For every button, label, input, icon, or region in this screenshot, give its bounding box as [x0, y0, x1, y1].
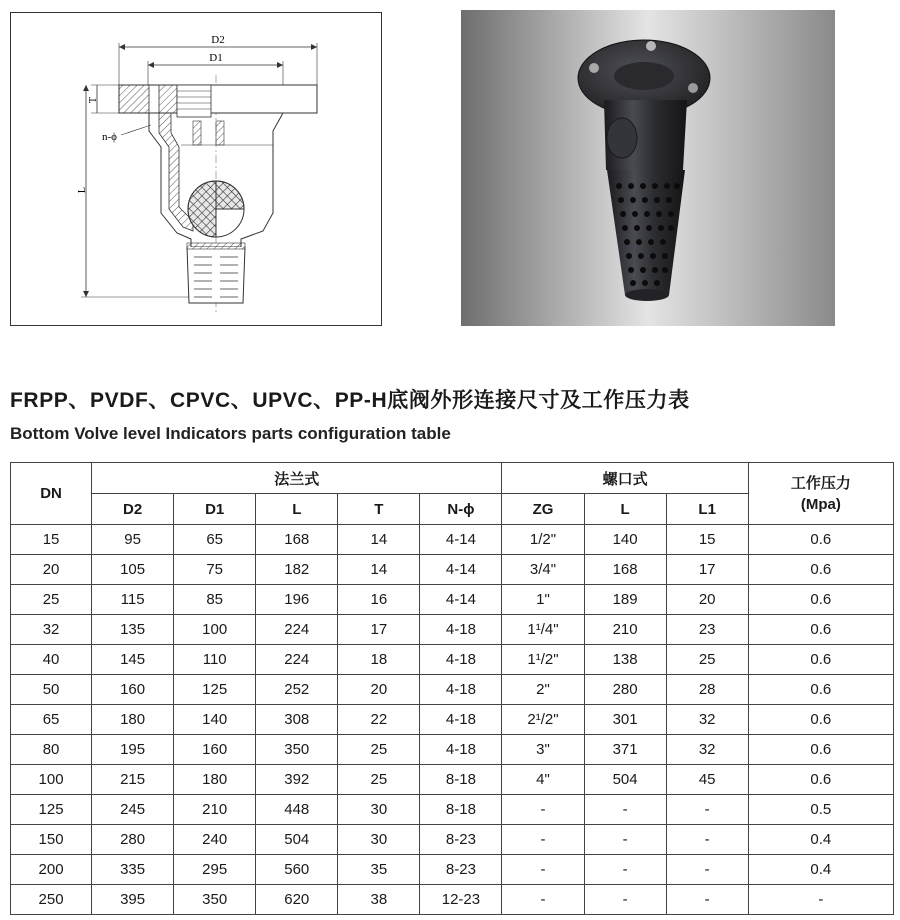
- cell-dn: 80: [11, 735, 92, 765]
- cell-pressure: -: [748, 885, 893, 915]
- cell-d2: 245: [92, 795, 174, 825]
- cell-zg: -: [502, 855, 584, 885]
- cell-d2: 215: [92, 765, 174, 795]
- cell-zg: 2¹/2": [502, 705, 584, 735]
- cell-n-phi: 8-23: [420, 855, 502, 885]
- cell-t: 14: [338, 525, 420, 555]
- cell-thread-l: -: [584, 885, 666, 915]
- col-header-t: T: [338, 494, 420, 525]
- cell-thread-l: -: [584, 795, 666, 825]
- cell-t: 18: [338, 645, 420, 675]
- cell-n-phi: 4-14: [420, 525, 502, 555]
- cell-flange-l: 224: [256, 645, 338, 675]
- cell-n-phi: 4-14: [420, 585, 502, 615]
- cell-thread-l: 210: [584, 615, 666, 645]
- table-row: [11, 615, 894, 645]
- cell-t: 30: [338, 795, 420, 825]
- cell-zg: -: [502, 825, 584, 855]
- cell-d1: 75: [174, 555, 256, 585]
- cell-l1: 28: [666, 675, 748, 705]
- cell-l1: 32: [666, 705, 748, 735]
- cell-flange-l: 620: [256, 885, 338, 915]
- table-row: [11, 525, 894, 555]
- cell-l1: 15: [666, 525, 748, 555]
- pressure-header: [748, 463, 893, 525]
- cell-flange-l: 224: [256, 615, 338, 645]
- cell-d2: 145: [92, 645, 174, 675]
- valve-section-drawing: [11, 13, 381, 325]
- cell-d1: 125: [174, 675, 256, 705]
- cell-zg: 4": [502, 765, 584, 795]
- d2-label: D2: [211, 34, 225, 46]
- cell-d2: 105: [92, 555, 174, 585]
- cell-pressure: 0.6: [748, 615, 893, 645]
- cell-dn: 32: [11, 615, 92, 645]
- table-row: [11, 645, 894, 675]
- cell-d2: 395: [92, 885, 174, 915]
- cell-dn: 150: [11, 825, 92, 855]
- cell-d1: 100: [174, 615, 256, 645]
- d1-label: D1: [209, 52, 223, 64]
- table-row: [11, 675, 894, 705]
- cell-d1: 65: [174, 525, 256, 555]
- cell-pressure: 0.6: [748, 735, 893, 765]
- cell-d2: 335: [92, 855, 174, 885]
- cell-zg: 3/4": [502, 555, 584, 585]
- cell-dn: 40: [11, 645, 92, 675]
- cell-d1: 160: [174, 735, 256, 765]
- table-row: [11, 705, 894, 735]
- cell-d2: 280: [92, 825, 174, 855]
- cell-pressure: 0.6: [748, 585, 893, 615]
- table-title-en: Bottom Volve level Indicators parts configuration table: [10, 424, 451, 443]
- cell-zg: -: [502, 885, 584, 915]
- cell-n-phi: 4-18: [420, 675, 502, 705]
- cell-pressure: 0.5: [748, 795, 893, 825]
- cell-zg: 1¹/2": [502, 645, 584, 675]
- cell-l1: -: [666, 795, 748, 825]
- cell-pressure: 0.6: [748, 555, 893, 585]
- cell-flange-l: 504: [256, 825, 338, 855]
- cell-zg: 2": [502, 675, 584, 705]
- cell-dn: 20: [11, 555, 92, 585]
- thread-group-header: 螺口式: [502, 463, 748, 494]
- cell-thread-l: 301: [584, 705, 666, 735]
- table-row: [11, 765, 894, 795]
- cell-d1: 210: [174, 795, 256, 825]
- col-header-n-phi: N-ϕ: [420, 494, 502, 525]
- table-row: [11, 825, 894, 855]
- col-header-l1: L1: [666, 494, 748, 525]
- cell-d2: 95: [92, 525, 174, 555]
- cell-d2: 160: [92, 675, 174, 705]
- cell-t: 14: [338, 555, 420, 585]
- cell-n-phi: 4-18: [420, 705, 502, 735]
- cell-l1: 23: [666, 615, 748, 645]
- flange-group-header: 法兰式: [92, 463, 502, 494]
- cell-dn: 25: [11, 585, 92, 615]
- col-header-thread-l: L: [584, 494, 666, 525]
- cell-zg: -: [502, 795, 584, 825]
- cell-t: 38: [338, 885, 420, 915]
- cell-pressure: 0.6: [748, 705, 893, 735]
- cell-t: 25: [338, 735, 420, 765]
- cell-dn: 200: [11, 855, 92, 885]
- cell-flange-l: 308: [256, 705, 338, 735]
- cell-flange-l: 182: [256, 555, 338, 585]
- cell-thread-l: 371: [584, 735, 666, 765]
- cell-n-phi: 8-23: [420, 825, 502, 855]
- cell-d1: 295: [174, 855, 256, 885]
- cell-pressure: 0.6: [748, 675, 893, 705]
- cell-n-phi: 8-18: [420, 795, 502, 825]
- cell-flange-l: 196: [256, 585, 338, 615]
- cell-d1: 180: [174, 765, 256, 795]
- cell-l1: 17: [666, 555, 748, 585]
- cell-dn: 250: [11, 885, 92, 915]
- table-row: [11, 885, 894, 915]
- cell-thread-l: 280: [584, 675, 666, 705]
- cell-d2: 135: [92, 615, 174, 645]
- cell-flange-l: 560: [256, 855, 338, 885]
- col-header-d1: D1: [174, 494, 256, 525]
- cell-thread-l: 168: [584, 555, 666, 585]
- cell-l1: 25: [666, 645, 748, 675]
- cell-dn: 125: [11, 795, 92, 825]
- table-row: [11, 795, 894, 825]
- product-photo: [461, 10, 835, 326]
- cell-d2: 180: [92, 705, 174, 735]
- table-body: [11, 525, 894, 915]
- table-row: [11, 555, 894, 585]
- cell-t: 30: [338, 825, 420, 855]
- dimension-table: [10, 462, 894, 915]
- cell-l1: 20: [666, 585, 748, 615]
- cell-l1: 45: [666, 765, 748, 795]
- cell-l1: -: [666, 885, 748, 915]
- cell-t: 16: [338, 585, 420, 615]
- table-row: [11, 735, 894, 765]
- cell-dn: 15: [11, 525, 92, 555]
- cell-t: 17: [338, 615, 420, 645]
- col-header-zg: ZG: [502, 494, 584, 525]
- cell-thread-l: -: [584, 855, 666, 885]
- cell-thread-l: 504: [584, 765, 666, 795]
- table-title-cn: FRPP、PVDF、CPVC、UPVC、PP-H底阀外形连接尺寸及工作压力表: [10, 389, 690, 412]
- cell-t: 22: [338, 705, 420, 735]
- cell-n-phi: 4-18: [420, 615, 502, 645]
- cell-d1: 240: [174, 825, 256, 855]
- cell-l1: -: [666, 855, 748, 885]
- cell-flange-l: 350: [256, 735, 338, 765]
- cell-d1: 350: [174, 885, 256, 915]
- cell-l1: 32: [666, 735, 748, 765]
- cell-n-phi: 4-18: [420, 645, 502, 675]
- cell-dn: 65: [11, 705, 92, 735]
- technical-drawing: [10, 12, 382, 326]
- cell-flange-l: 392: [256, 765, 338, 795]
- cell-flange-l: 252: [256, 675, 338, 705]
- cell-t: 20: [338, 675, 420, 705]
- holes-label: n-ϕ: [102, 131, 117, 143]
- cell-thread-l: 138: [584, 645, 666, 675]
- cell-thread-l: 189: [584, 585, 666, 615]
- col-header-l: L: [256, 494, 338, 525]
- cell-d2: 195: [92, 735, 174, 765]
- pressure-header-line2: (Mpa): [800, 495, 841, 513]
- cell-n-phi: 4-14: [420, 555, 502, 585]
- cell-t: 25: [338, 765, 420, 795]
- cell-pressure: 0.6: [748, 645, 893, 675]
- cell-zg: 1/2": [502, 525, 584, 555]
- cell-n-phi: 4-18: [420, 735, 502, 765]
- cell-pressure: 0.6: [748, 525, 893, 555]
- l-label: L: [77, 186, 88, 194]
- dn-header: DN: [11, 463, 92, 525]
- pressure-header-line1: 工作压力: [790, 474, 851, 492]
- cell-pressure: 0.4: [748, 855, 893, 885]
- cell-d1: 85: [174, 585, 256, 615]
- cell-pressure: 0.6: [748, 765, 893, 795]
- cell-l1: -: [666, 825, 748, 855]
- cell-thread-l: 140: [584, 525, 666, 555]
- cell-thread-l: -: [584, 825, 666, 855]
- cell-zg: 1¹/4": [502, 615, 584, 645]
- table-row: [11, 855, 894, 885]
- cell-flange-l: 448: [256, 795, 338, 825]
- col-header-d2: D2: [92, 494, 174, 525]
- cell-flange-l: 168: [256, 525, 338, 555]
- cell-dn: 50: [11, 675, 92, 705]
- cell-d1: 110: [174, 645, 256, 675]
- cell-d2: 115: [92, 585, 174, 615]
- cell-pressure: 0.4: [748, 825, 893, 855]
- bottom-valve-image: [461, 10, 835, 326]
- table-row: [11, 585, 894, 615]
- cell-zg: 3": [502, 735, 584, 765]
- t-label: T: [88, 96, 99, 104]
- cell-zg: 1": [502, 585, 584, 615]
- cell-t: 35: [338, 855, 420, 885]
- cell-n-phi: 8-18: [420, 765, 502, 795]
- cell-d1: 140: [174, 705, 256, 735]
- cell-n-phi: 12-23: [420, 885, 502, 915]
- cell-dn: 100: [11, 765, 92, 795]
